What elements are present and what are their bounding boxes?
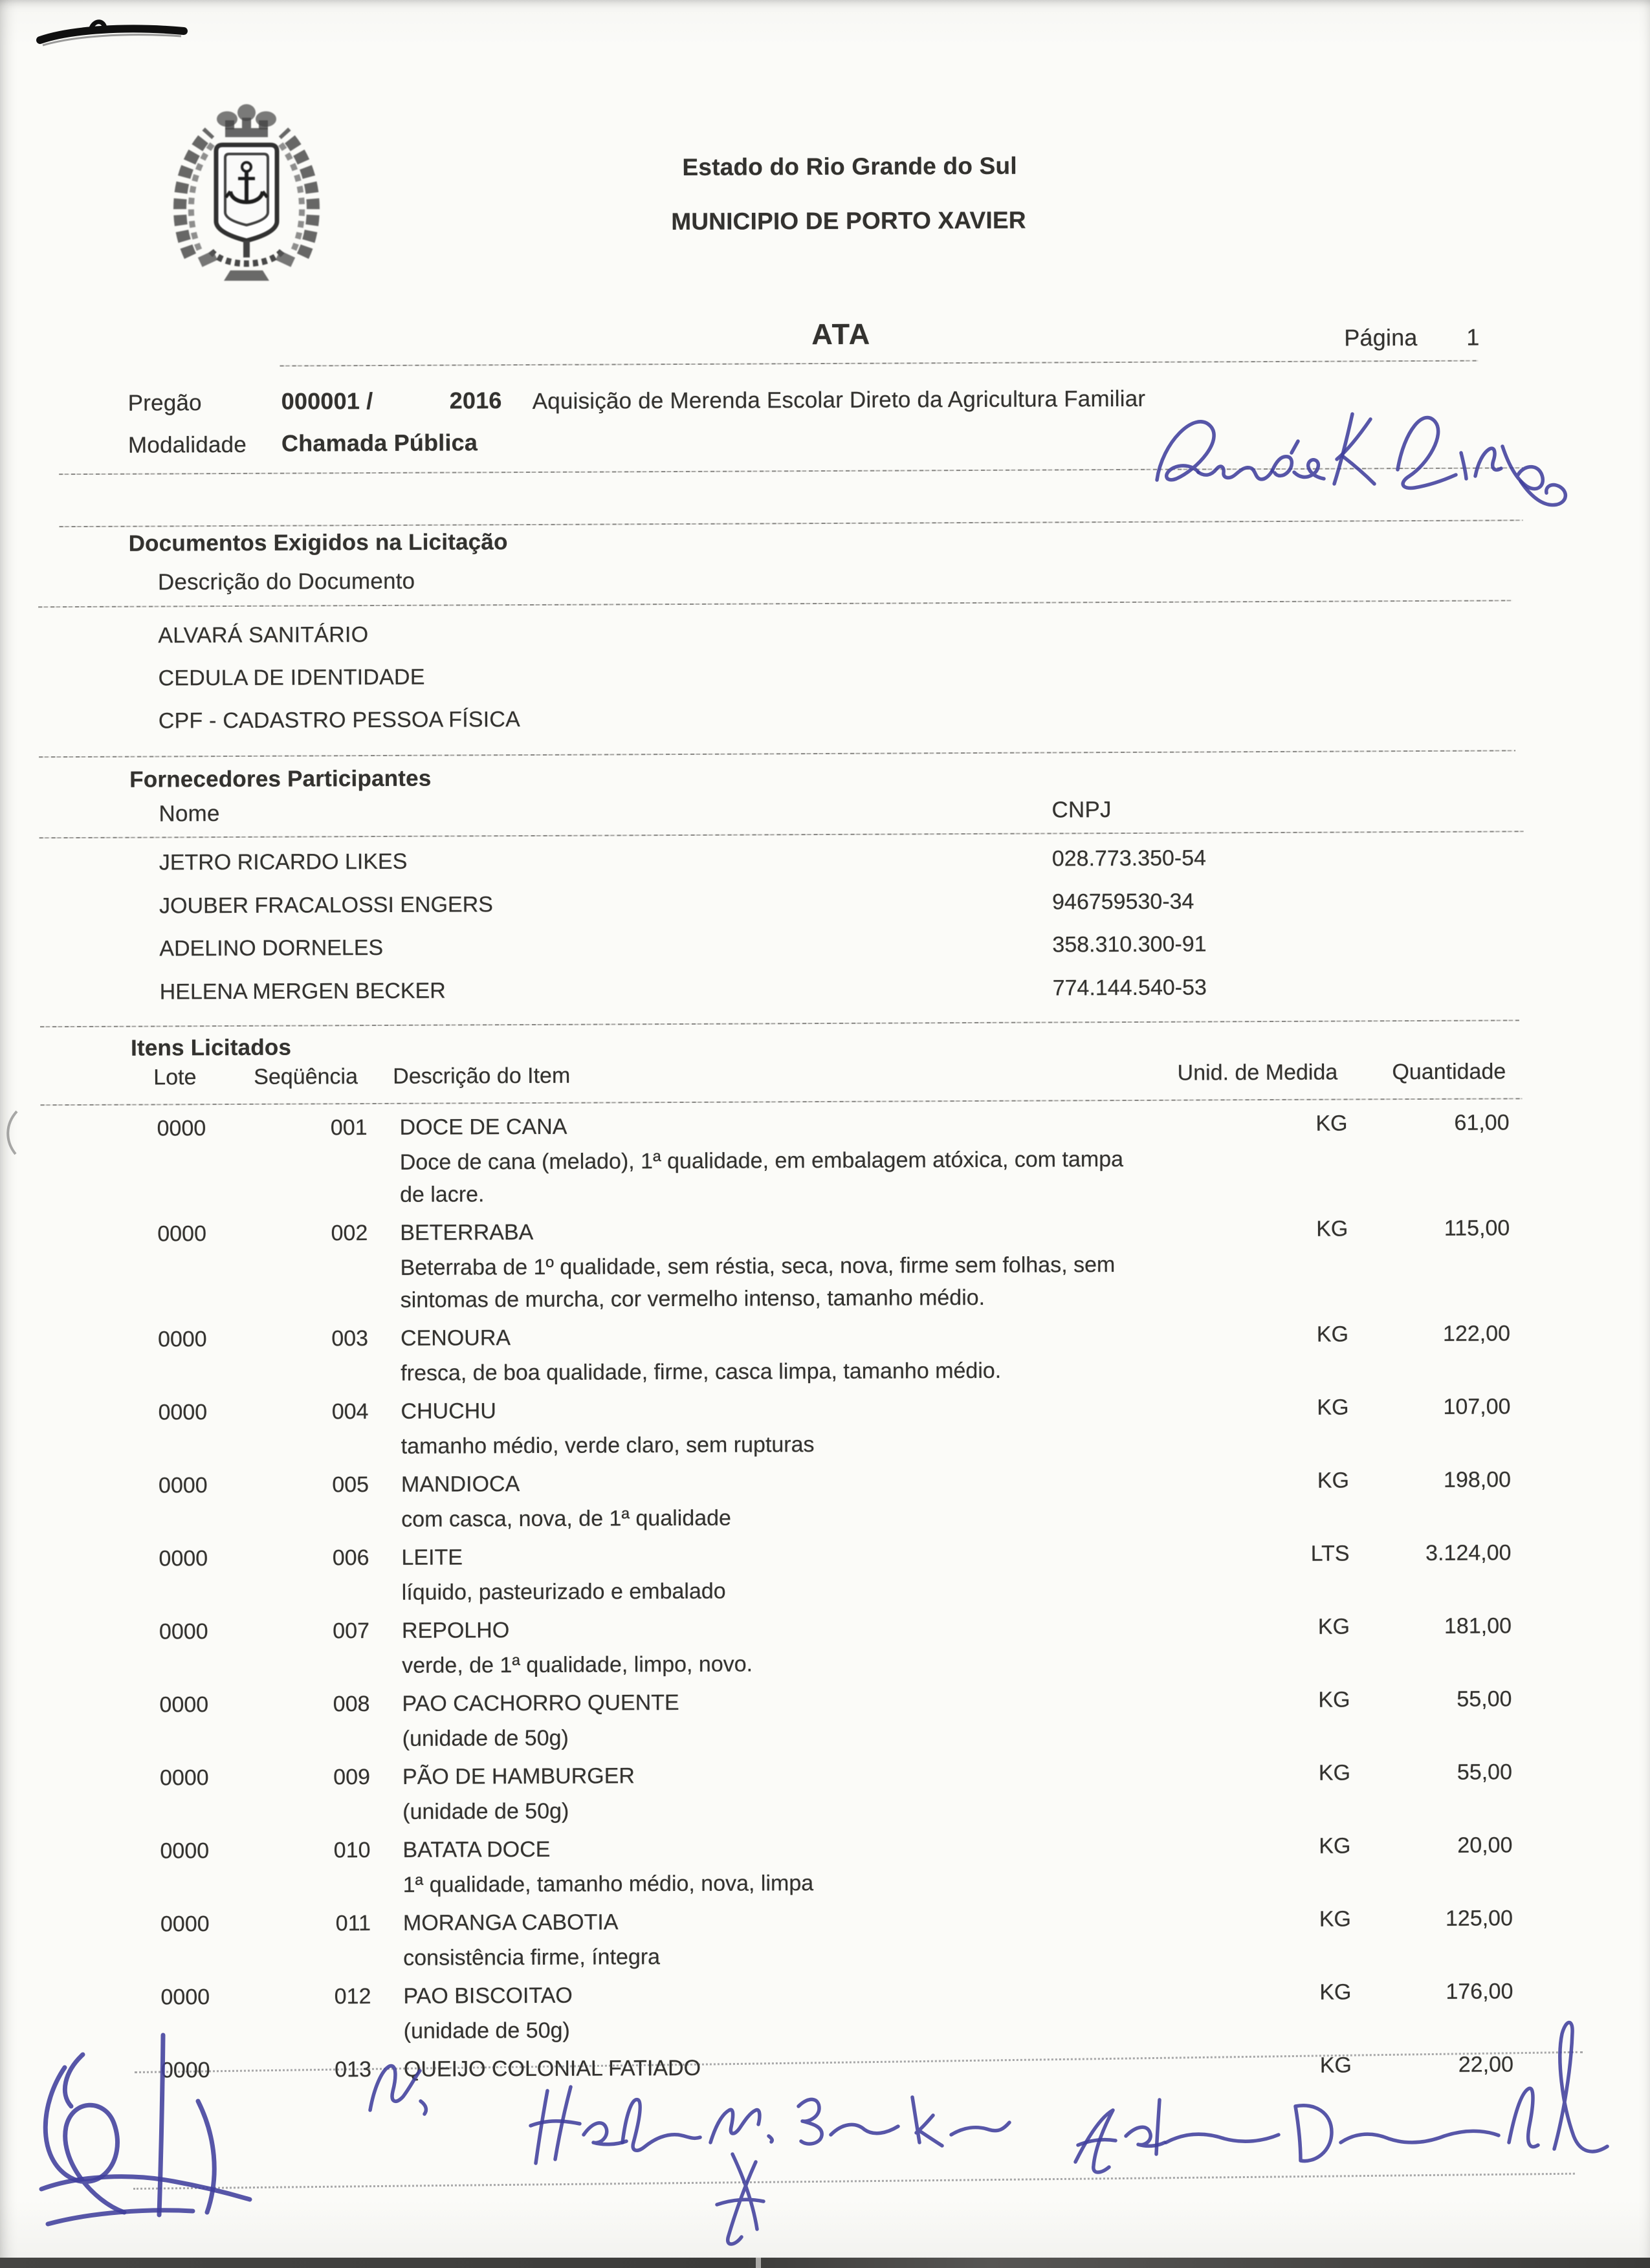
item-qty: 55,00 <box>1457 1686 1512 1712</box>
paper-fold-mark <box>0 1107 23 1159</box>
item-desc: MANDIOCA <box>401 1472 520 1497</box>
item-detail: verde, de 1ª qualidade, limpo, novo. <box>402 1652 753 1678</box>
item-qty: 122,00 <box>1442 1321 1511 1346</box>
pregao-label: Pregão <box>127 390 202 416</box>
item-seq: 003 <box>331 1326 369 1351</box>
item-row <box>161 2047 1513 2088</box>
separator-line <box>40 1098 1522 1106</box>
municipality-name: MUNICIPIO DE PORTO XAVIER <box>671 206 1026 235</box>
item-main-line <box>160 1974 1513 2014</box>
item-lote: 0000 <box>159 1692 209 1717</box>
item-main-line <box>160 1754 1512 1795</box>
item-qty: 61,00 <box>1454 1110 1510 1135</box>
item-desc: MORANGA CABOTIA <box>402 1910 619 1935</box>
supplier-name: JETRO RICARDO LIKES <box>159 849 408 875</box>
supplier-row <box>159 844 1512 875</box>
item-row <box>158 1389 1510 1463</box>
item-seq: 004 <box>331 1399 369 1424</box>
state-name: Estado do Rio Grande do Sul <box>682 152 1017 180</box>
item-detail: líquido, pasteurizado e embalado <box>401 1578 726 1605</box>
item-row <box>160 1901 1513 1975</box>
items-header-seq: Seqüência <box>254 1064 358 1089</box>
page-label: Página <box>1344 324 1418 351</box>
item-row <box>159 1681 1512 1756</box>
item-main-line <box>157 1210 1510 1251</box>
item-lote: 0000 <box>159 1765 209 1791</box>
item-main-line <box>158 1316 1510 1357</box>
documents-column-header: Descrição do Documento <box>157 568 415 595</box>
item-unit: KG <box>1315 1111 1348 1136</box>
item-row <box>158 1316 1510 1390</box>
item-desc: DOCE DE CANA <box>399 1114 567 1140</box>
item-detail: Doce de cana (melado), 1ª qualidade, em embalagem atóxica, com tampa de lacre. <box>399 1147 1124 1207</box>
supplier-name: ADELINO DORNELES <box>159 935 384 961</box>
supplier-row <box>159 974 1512 1005</box>
document-item: CPF - CADASTRO PESSOA FÍSICA <box>158 707 521 734</box>
item-row <box>159 1608 1512 1683</box>
suppliers-section-title: Fornecedores Participantes <box>129 765 432 792</box>
item-lote: 0000 <box>160 1912 210 1937</box>
documents-section-title: Documentos Exigidos na Licitação <box>128 529 508 556</box>
supplier-name: HELENA MERGEN BECKER <box>159 978 446 1005</box>
item-unit: KG <box>1319 1833 1351 1859</box>
item-lote: 0000 <box>160 2058 210 2083</box>
item-row <box>159 1535 1511 1609</box>
item-qty: 22,00 <box>1458 2052 1514 2077</box>
pregao-year: 2016 <box>449 387 502 414</box>
item-qty: 107,00 <box>1443 1394 1511 1419</box>
item-unit: KG <box>1316 1322 1349 1347</box>
item-detail: fresca, de boa qualidade, firme, casca limpa, tamanho médio. <box>401 1358 1002 1386</box>
item-main-line <box>159 1608 1512 1649</box>
items-section-title: Itens Licitados <box>130 1034 292 1061</box>
supplier-cnpj: 946759530-34 <box>1052 889 1194 915</box>
item-detail: Beterraba de 1º qualidade, sem réstia, seca, nova, firme sem folhas, sem sintomas de murcha, cor vermelho intenso, tamanho médio. <box>400 1252 1116 1313</box>
item-main-line <box>158 1389 1510 1430</box>
item-seq: 001 <box>330 1115 368 1140</box>
document-item: ALVARÁ SANITÁRIO <box>158 622 369 648</box>
pregao-object: Aquisição de Merenda Escolar Direto da Agricultura Familiar <box>532 386 1146 414</box>
supplier-name-column-header: Nome <box>159 801 220 827</box>
item-row <box>157 1105 1510 1212</box>
item-seq: 011 <box>335 1911 371 1936</box>
document-title: ATA <box>811 317 872 351</box>
item-qty: 125,00 <box>1445 1906 1513 1931</box>
item-seq: 006 <box>332 1545 369 1571</box>
item-qty: 115,00 <box>1444 1216 1510 1241</box>
item-detail: consistência firme, íntegra <box>403 1945 661 1970</box>
item-detail: 1ª qualidade, tamanho médio, nova, limpa <box>402 1871 814 1897</box>
item-lote: 0000 <box>158 1473 208 1498</box>
item-lote: 0000 <box>159 1619 208 1644</box>
supplier-cnpj: 028.773.350-54 <box>1051 845 1207 871</box>
item-qty: 176,00 <box>1446 1979 1513 2004</box>
separator-line <box>38 600 1512 607</box>
item-detail: (unidade de 50g) <box>402 1725 569 1751</box>
items-table <box>157 1105 1513 2092</box>
item-seq: 010 <box>333 1838 371 1863</box>
item-desc: BETERRABA <box>400 1219 534 1245</box>
item-desc: QUEIJO COLONIAL FATIADO <box>403 2055 701 2082</box>
item-desc: PÃO DE HAMBURGER <box>402 1763 635 1789</box>
document-item: CEDULA DE IDENTIDADE <box>158 664 425 691</box>
item-main-line <box>157 1105 1509 1146</box>
item-lote: 0000 <box>157 1221 207 1247</box>
item-unit: KG <box>1319 1906 1352 1932</box>
item-seq: 013 <box>335 2057 372 2082</box>
item-unit: KG <box>1317 1468 1350 1493</box>
separator-line <box>40 1020 1519 1027</box>
item-desc: PAO CACHORRO QUENTE <box>402 1690 679 1716</box>
item-qty: 55,00 <box>1457 1760 1513 1785</box>
item-row <box>160 1827 1512 1902</box>
items-header-qty: Quantidade <box>1392 1059 1506 1085</box>
item-lote: 0000 <box>157 1327 207 1352</box>
item-main-line <box>160 1827 1512 1868</box>
item-main-line <box>161 2047 1513 2088</box>
item-seq: 008 <box>333 1692 370 1717</box>
item-row <box>160 1754 1512 1829</box>
item-unit: LTS <box>1310 1541 1350 1566</box>
item-detail: com casca, nova, de 1ª qualidade <box>401 1505 732 1532</box>
scanner-edge-strip <box>0 2258 1650 2268</box>
item-qty: 3.124,00 <box>1425 1540 1512 1565</box>
item-unit: KG <box>1319 2053 1352 2078</box>
item-main-line <box>159 1535 1511 1576</box>
separator-line <box>60 519 1523 527</box>
item-row <box>159 1462 1511 1536</box>
separator-line <box>280 360 1478 367</box>
items-header-desc: Descrição do Item <box>393 1063 571 1089</box>
item-row <box>160 1974 1513 2048</box>
item-main-line <box>159 1681 1512 1722</box>
item-desc: CENOURA <box>400 1325 511 1351</box>
items-table-header <box>153 1059 1506 1090</box>
item-lote: 0000 <box>157 1116 206 1141</box>
item-seq: 005 <box>332 1472 369 1498</box>
item-main-line <box>159 1462 1511 1503</box>
separator-line <box>39 750 1515 758</box>
items-header-lote: Lote <box>153 1065 197 1090</box>
item-desc: PAO BISCOITAO <box>403 1983 573 2009</box>
item-seq: 009 <box>333 1765 371 1790</box>
items-header-unit: Unid. de Medida <box>1177 1060 1338 1085</box>
item-row <box>157 1210 1510 1317</box>
item-unit: KG <box>1319 1979 1352 2005</box>
item-qty: 181,00 <box>1444 1613 1512 1639</box>
item-unit: KG <box>1316 1216 1348 1241</box>
modalidade-value: Chamada Pública <box>281 429 478 457</box>
supplier-cnpj: 774.144.540-53 <box>1052 975 1207 1001</box>
item-lote: 0000 <box>158 1400 208 1425</box>
item-detail: (unidade de 50g) <box>403 2018 570 2044</box>
supplier-row <box>159 888 1512 919</box>
supplier-cnpj: 358.310.300-91 <box>1052 932 1207 957</box>
item-desc: LEITE <box>401 1545 463 1570</box>
item-detail: (unidade de 50g) <box>402 1798 569 1824</box>
page-number: 1 <box>1466 323 1480 351</box>
item-qty: 198,00 <box>1443 1467 1512 1492</box>
item-qty: 20,00 <box>1457 1833 1513 1858</box>
separator-line <box>39 831 1524 838</box>
item-lote: 0000 <box>159 1546 208 1571</box>
item-lote: 0000 <box>160 1838 210 1864</box>
item-seq: 007 <box>333 1619 370 1644</box>
item-lote: 0000 <box>160 1985 210 2010</box>
item-main-line <box>160 1901 1513 1941</box>
item-unit: KG <box>1318 1687 1350 1712</box>
item-desc: BATATA DOCE <box>402 1837 551 1862</box>
item-desc: REPOLHO <box>401 1618 510 1643</box>
item-seq: 002 <box>331 1221 368 1246</box>
supplier-row <box>159 930 1512 961</box>
item-unit: KG <box>1317 1614 1350 1639</box>
item-unit: KG <box>1318 1760 1351 1785</box>
pregao-number: 000001 / <box>281 387 373 415</box>
item-detail: tamanho médio, verde claro, sem rupturas <box>401 1432 815 1459</box>
item-unit: KG <box>1317 1395 1349 1420</box>
item-seq: 012 <box>334 1984 371 2009</box>
modalidade-label: Modalidade <box>127 431 247 458</box>
supplier-name: JOUBER FRACALOSSI ENGERS <box>159 892 493 919</box>
supplier-cnpj-column-header: CNPJ <box>1051 797 1112 823</box>
scanner-edge-notch <box>756 2258 761 2268</box>
item-desc: CHUCHU <box>401 1399 496 1424</box>
separator-line <box>59 467 1523 475</box>
